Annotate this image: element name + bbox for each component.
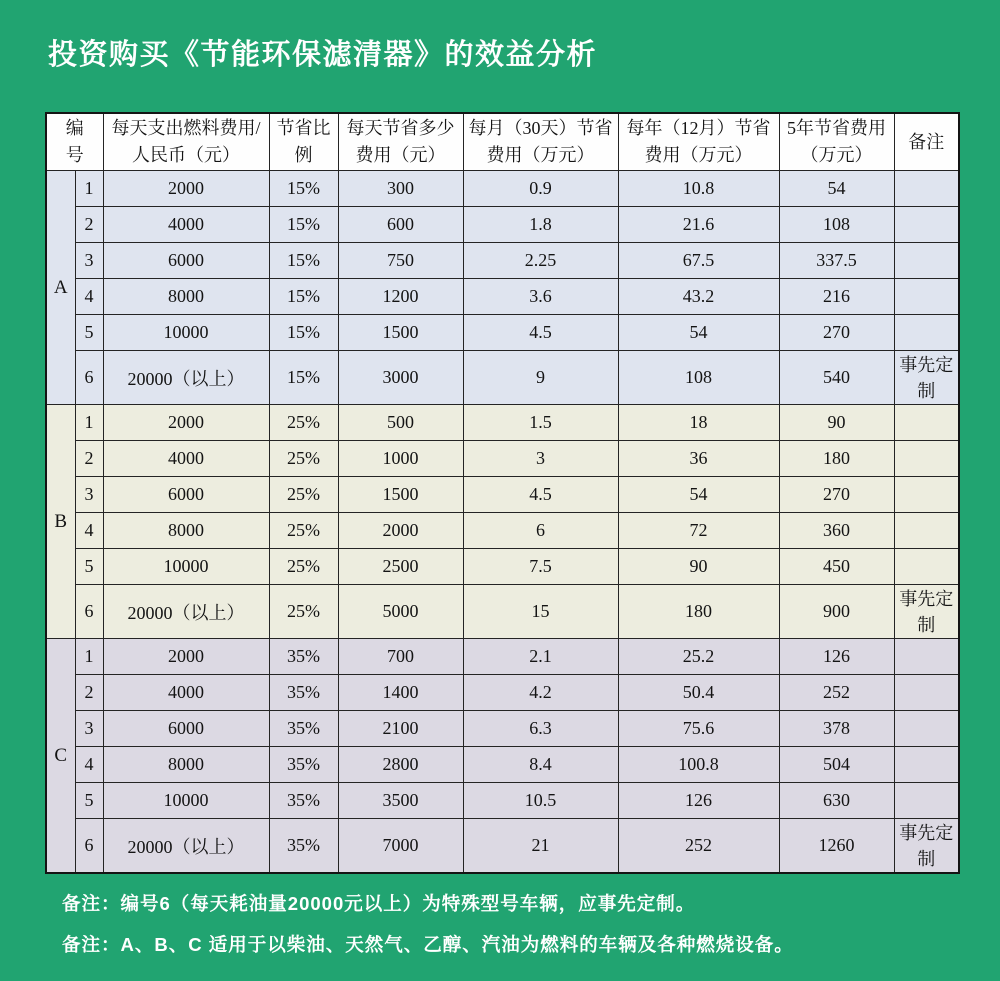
fuel-cost-cell: 4000 (103, 207, 269, 243)
table-row-C-1 (46, 639, 959, 675)
remark-cell (894, 171, 959, 207)
five-year-save-cell: 270 (779, 477, 894, 513)
five-year-save-cell: 900 (779, 585, 894, 639)
note-line-2: 备注：A、B、C 适用于以柴油、天然气、乙醇、汽油为燃料的车辆及各种燃烧设备。 (62, 933, 794, 955)
remark-cell (894, 279, 959, 315)
save-ratio-cell: 35% (269, 675, 338, 711)
remark-cell (894, 747, 959, 783)
five-year-save-cell: 270 (779, 315, 894, 351)
daily-save-cell: 500 (338, 405, 463, 441)
daily-save-cell: 2500 (338, 549, 463, 585)
fuel-cost-cell: 10000 (103, 549, 269, 585)
monthly-save-cell: 8.4 (463, 747, 618, 783)
remark-cell (894, 711, 959, 747)
col-header-monthly-save: 每月（30天）节省费用（万元） (463, 113, 618, 171)
fuel-cost-cell: 10000 (103, 783, 269, 819)
remark-cell (894, 441, 959, 477)
fuel-cost-cell: 6000 (103, 243, 269, 279)
five-year-save-cell: 252 (779, 675, 894, 711)
daily-save-cell: 750 (338, 243, 463, 279)
note-line-1: 备注：编号6（每天耗油量20000元以上）为特殊型号车辆，应事先定制。 (62, 892, 696, 914)
table-row-C-5 (46, 783, 959, 819)
remark-cell (894, 783, 959, 819)
save-ratio-cell: 35% (269, 819, 338, 873)
five-year-save-cell: 630 (779, 783, 894, 819)
save-ratio-cell: 35% (269, 639, 338, 675)
yearly-save-cell: 36 (618, 441, 779, 477)
table-row-C-3 (46, 711, 959, 747)
yearly-save-cell: 18 (618, 405, 779, 441)
yearly-save-cell: 108 (618, 351, 779, 405)
daily-save-cell: 1000 (338, 441, 463, 477)
fuel-cost-cell: 20000（以上） (103, 819, 269, 873)
save-ratio-cell: 15% (269, 351, 338, 405)
col-header-five-year-save: 5年节省费用（万元） (779, 113, 894, 171)
yearly-save-cell: 75.6 (618, 711, 779, 747)
daily-save-cell: 7000 (338, 819, 463, 873)
header-row (46, 113, 959, 171)
monthly-save-cell: 6 (463, 513, 618, 549)
row-number-cell: 3 (75, 243, 103, 279)
remark-cell: 事先定制 (894, 585, 959, 639)
monthly-save-cell: 2.25 (463, 243, 618, 279)
daily-save-cell: 3000 (338, 351, 463, 405)
monthly-save-cell: 3 (463, 441, 618, 477)
daily-save-cell: 700 (338, 639, 463, 675)
yearly-save-cell: 50.4 (618, 675, 779, 711)
col-header-fuel-cost: 每天支出燃料费用/人民币（元） (103, 113, 269, 171)
table-row-A-4 (46, 279, 959, 315)
row-number-cell: 1 (75, 405, 103, 441)
row-number-cell: 3 (75, 477, 103, 513)
col-header-save-ratio: 节省比例 (269, 113, 338, 171)
remark-cell (894, 675, 959, 711)
five-year-save-cell: 54 (779, 171, 894, 207)
five-year-save-cell: 540 (779, 351, 894, 405)
monthly-save-cell: 15 (463, 585, 618, 639)
yearly-save-cell: 126 (618, 783, 779, 819)
save-ratio-cell: 15% (269, 315, 338, 351)
yearly-save-cell: 252 (618, 819, 779, 873)
group-label-cell-C: C (46, 639, 75, 873)
five-year-save-cell: 450 (779, 549, 894, 585)
row-number-cell: 2 (75, 207, 103, 243)
five-year-save-cell: 378 (779, 711, 894, 747)
yearly-save-cell: 25.2 (618, 639, 779, 675)
daily-save-cell: 300 (338, 171, 463, 207)
monthly-save-cell: 10.5 (463, 783, 618, 819)
fuel-cost-cell: 10000 (103, 315, 269, 351)
five-year-save-cell: 1260 (779, 819, 894, 873)
row-number-cell: 4 (75, 279, 103, 315)
monthly-save-cell: 4.5 (463, 477, 618, 513)
row-number-cell: 4 (75, 513, 103, 549)
fuel-cost-cell: 20000（以上） (103, 585, 269, 639)
row-number-cell: 1 (75, 639, 103, 675)
table-row-A-6 (46, 351, 959, 405)
table-row-B-6 (46, 585, 959, 639)
daily-save-cell: 1200 (338, 279, 463, 315)
daily-save-cell: 2800 (338, 747, 463, 783)
monthly-save-cell: 1.5 (463, 405, 618, 441)
daily-save-cell: 5000 (338, 585, 463, 639)
remark-cell (894, 315, 959, 351)
daily-save-cell: 1400 (338, 675, 463, 711)
fuel-cost-cell: 8000 (103, 513, 269, 549)
monthly-save-cell: 0.9 (463, 171, 618, 207)
monthly-save-cell: 6.3 (463, 711, 618, 747)
five-year-save-cell: 90 (779, 405, 894, 441)
remark-cell (894, 207, 959, 243)
yearly-save-cell: 54 (618, 477, 779, 513)
col-header-remark: 备注 (894, 113, 959, 171)
row-number-cell: 6 (75, 585, 103, 639)
save-ratio-cell: 25% (269, 549, 338, 585)
row-number-cell: 6 (75, 351, 103, 405)
daily-save-cell: 2000 (338, 513, 463, 549)
table-row-B-4 (46, 513, 959, 549)
page-title: 投资购买《节能环保滤清器》的效益分析 (48, 39, 598, 71)
five-year-save-cell: 108 (779, 207, 894, 243)
daily-save-cell: 2100 (338, 711, 463, 747)
table-row-C-6 (46, 819, 959, 873)
save-ratio-cell: 25% (269, 513, 338, 549)
table-row-B-3 (46, 477, 959, 513)
table-row-B-5 (46, 549, 959, 585)
save-ratio-cell: 25% (269, 477, 338, 513)
fuel-cost-cell: 4000 (103, 675, 269, 711)
table-row-A-2 (46, 207, 959, 243)
table-row-C-2 (46, 675, 959, 711)
five-year-save-cell: 360 (779, 513, 894, 549)
table-row-C-4 (46, 747, 959, 783)
five-year-save-cell: 180 (779, 441, 894, 477)
remark-cell (894, 477, 959, 513)
save-ratio-cell: 15% (269, 279, 338, 315)
fuel-cost-cell: 6000 (103, 477, 269, 513)
table-body (46, 171, 959, 873)
fuel-cost-cell: 8000 (103, 279, 269, 315)
yearly-save-cell: 67.5 (618, 243, 779, 279)
save-ratio-cell: 25% (269, 585, 338, 639)
table-row-B-1 (46, 405, 959, 441)
group-label-cell-B: B (46, 405, 75, 639)
fuel-cost-cell: 6000 (103, 711, 269, 747)
row-number-cell: 5 (75, 783, 103, 819)
remark-cell (894, 639, 959, 675)
fuel-cost-cell: 2000 (103, 639, 269, 675)
save-ratio-cell: 25% (269, 441, 338, 477)
remark-cell (894, 405, 959, 441)
five-year-save-cell: 337.5 (779, 243, 894, 279)
notes (62, 892, 1000, 957)
monthly-save-cell: 4.2 (463, 675, 618, 711)
five-year-save-cell: 126 (779, 639, 894, 675)
fuel-cost-cell: 4000 (103, 441, 269, 477)
table-row-A-5 (46, 315, 959, 351)
save-ratio-cell: 35% (269, 711, 338, 747)
yearly-save-cell: 90 (618, 549, 779, 585)
yearly-save-cell: 10.8 (618, 171, 779, 207)
yearly-save-cell: 180 (618, 585, 779, 639)
col-header-number-text: 编号 (65, 118, 84, 166)
daily-save-cell: 600 (338, 207, 463, 243)
yearly-save-cell: 72 (618, 513, 779, 549)
monthly-save-cell: 7.5 (463, 549, 618, 585)
save-ratio-cell: 25% (269, 405, 338, 441)
yearly-save-cell: 54 (618, 315, 779, 351)
daily-save-cell: 1500 (338, 477, 463, 513)
row-number-cell: 5 (75, 549, 103, 585)
table-row-A-1 (46, 171, 959, 207)
col-header-daily-save: 每天节省多少费用（元） (338, 113, 463, 171)
save-ratio-cell: 15% (269, 207, 338, 243)
monthly-save-cell: 9 (463, 351, 618, 405)
remark-cell (894, 243, 959, 279)
save-ratio-cell: 35% (269, 747, 338, 783)
remark-cell: 事先定制 (894, 351, 959, 405)
monthly-save-cell: 3.6 (463, 279, 618, 315)
yearly-save-cell: 100.8 (618, 747, 779, 783)
daily-save-cell: 3500 (338, 783, 463, 819)
row-number-cell: 6 (75, 819, 103, 873)
table-row-B-2 (46, 441, 959, 477)
remark-cell (894, 513, 959, 549)
row-number-cell: 3 (75, 711, 103, 747)
col-header-number (46, 113, 103, 171)
monthly-save-cell: 21 (463, 819, 618, 873)
row-number-cell: 4 (75, 747, 103, 783)
fuel-cost-cell: 2000 (103, 171, 269, 207)
group-label-cell-A: A (46, 171, 75, 405)
table-row-A-3 (46, 243, 959, 279)
remark-cell: 事先定制 (894, 819, 959, 873)
monthly-save-cell: 1.8 (463, 207, 618, 243)
remark-cell (894, 549, 959, 585)
row-number-cell: 2 (75, 441, 103, 477)
save-ratio-cell: 15% (269, 171, 338, 207)
fuel-cost-cell: 2000 (103, 405, 269, 441)
save-ratio-cell: 35% (269, 783, 338, 819)
col-header-yearly-save: 每年（12月）节省费用（万元） (618, 113, 779, 171)
save-ratio-cell: 15% (269, 243, 338, 279)
yearly-save-cell: 21.6 (618, 207, 779, 243)
table-header (46, 113, 959, 171)
monthly-save-cell: 4.5 (463, 315, 618, 351)
monthly-save-cell: 2.1 (463, 639, 618, 675)
row-number-cell: 2 (75, 675, 103, 711)
five-year-save-cell: 504 (779, 747, 894, 783)
benefits-table (45, 112, 960, 874)
row-number-cell: 1 (75, 171, 103, 207)
five-year-save-cell: 216 (779, 279, 894, 315)
fuel-cost-cell: 20000（以上） (103, 351, 269, 405)
row-number-cell: 5 (75, 315, 103, 351)
fuel-cost-cell: 8000 (103, 747, 269, 783)
daily-save-cell: 1500 (338, 315, 463, 351)
yearly-save-cell: 43.2 (618, 279, 779, 315)
